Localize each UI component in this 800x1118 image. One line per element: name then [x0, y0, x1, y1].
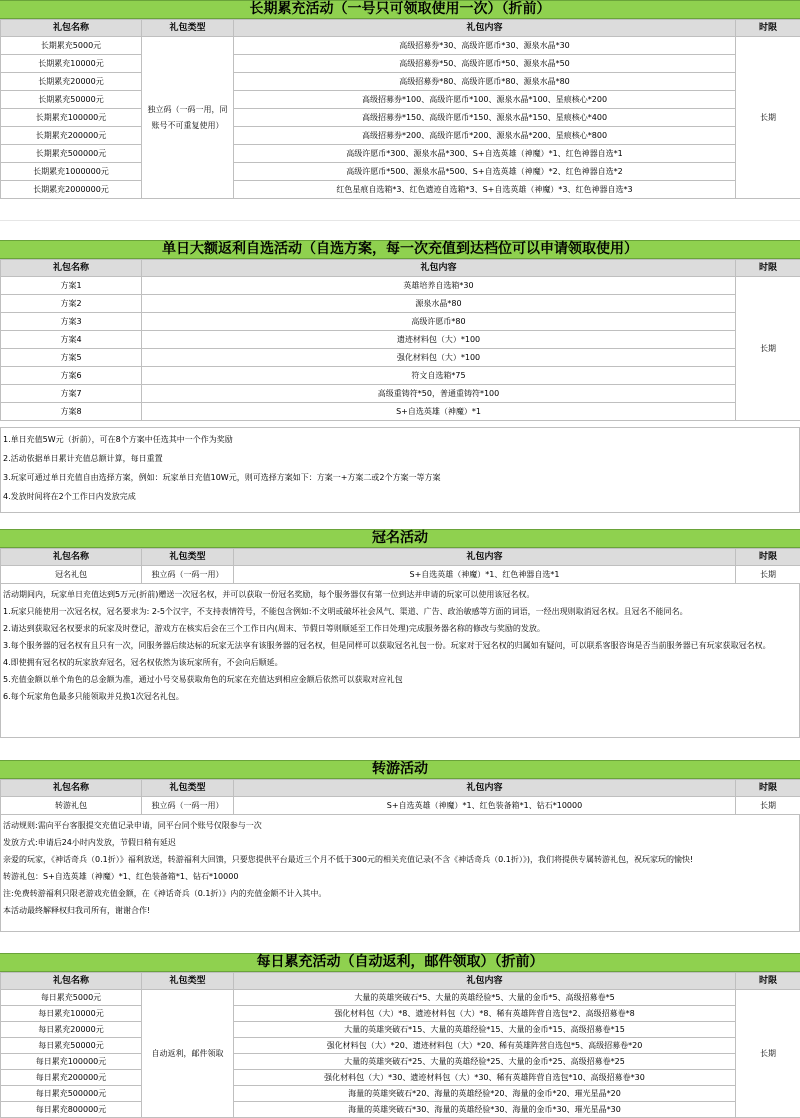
row-name: 每日累充100000元 [1, 1054, 142, 1070]
row-content: 高级许愿币*500、源泉水晶*500、S+自选英雄（神魔）*2、红色神器自选*2 [234, 163, 736, 181]
note-line: 3.玩家可通过单日充值自由选择方案，例如：玩家单日充值10W元，则可选择方案如下：方案一+方案二或2个方案一等方案 [3, 468, 797, 487]
row-type: 自动返利，邮件领取 [142, 990, 234, 1118]
col-header-content: 礼包内容 [142, 260, 736, 277]
row-name: 方案6 [1, 367, 142, 385]
table-row [1, 295, 800, 313]
table-row [1, 277, 800, 295]
col-header-content: 礼包内容 [234, 549, 736, 566]
row-content: 大量的英雄突破石*5、大量的英雄经验*5、大量的金币*5、高级招募卷*5 [234, 990, 736, 1006]
row-name: 冠名礼包 [1, 566, 142, 584]
row-content: 高级招募券*100、高级许愿币*100、源泉水晶*100、星痕核心*200 [234, 91, 736, 109]
table-row [1, 145, 800, 163]
row-content: 红色星痕自选箱*3、红色遗迹自选箱*3、S+自选英雄（神魔）*3、红色神器自选*3 [234, 181, 736, 199]
col-header-type: 礼包类型 [142, 549, 234, 566]
table-row [1, 1006, 800, 1022]
col-header-name: 礼包名称 [1, 973, 142, 990]
row-name: 转游礼包 [1, 797, 142, 815]
section-title-transfer: 转游活动 [0, 760, 800, 779]
row-content: 强化材料包（大）*20、遗迹材料包（大）*20、稀有英雄阵营自选包*5、高级招募卷*20 [234, 1038, 736, 1054]
row-content: 高级招募券*30、高级许愿币*30、源泉水晶*30 [234, 37, 736, 55]
col-header-limit: 时限 [736, 260, 800, 277]
row-name: 方案2 [1, 295, 142, 313]
row-content: 高级许愿币*300、源泉水晶*300、S+自选英雄（神魔）*1、红色神器自选*1 [234, 145, 736, 163]
section-title-long-term: 长期累充活动（一号只可领取使用一次）（折前） [0, 0, 800, 19]
row-name: 每日累充20000元 [1, 1022, 142, 1038]
note-line: 注:免费转游福利只限老游戏充值金额，在《神话奇兵（0.1折）》内的充值金额不计入其中。 [3, 885, 797, 902]
row-name: 方案5 [1, 349, 142, 367]
row-type: 独立码（一码一用） [142, 797, 234, 815]
note-line: 转游礼包：S+自选英雄（神魔）*1、红色装备箱*1、钻石*10000 [3, 868, 797, 885]
row-content: S+自选英雄（神魔）*1 [142, 403, 736, 421]
row-name: 方案8 [1, 403, 142, 421]
table-row [1, 566, 800, 584]
row-name: 每日累充10000元 [1, 1006, 142, 1022]
table-row [1, 367, 800, 385]
row-name: 长期累充10000元 [1, 55, 142, 73]
table-row [1, 349, 800, 367]
col-header-content: 礼包内容 [234, 973, 736, 990]
table-row [1, 109, 800, 127]
col-header-name: 礼包名称 [1, 780, 142, 797]
table-row [1, 990, 800, 1006]
row-content: 遗迹材料包（大）*100 [142, 331, 736, 349]
row-content: 高级许愿币*80 [142, 313, 736, 331]
section-title-daily-cumulative: 每日累充活动（自动返利，邮件领取）（折前） [0, 953, 800, 972]
row-content: 海量的英雄突破石*30、海量的英雄经验*30、海量的金币*30、璀光星晶*30 [234, 1102, 736, 1118]
col-header-type: 礼包类型 [142, 20, 234, 37]
row-content: 源泉水晶*80 [142, 295, 736, 313]
col-header-name: 礼包名称 [1, 20, 142, 37]
row-limit: 长期 [736, 566, 800, 584]
table-row [1, 163, 800, 181]
col-header-content: 礼包内容 [234, 20, 736, 37]
table-row [1, 127, 800, 145]
section-title-daily-rebate: 单日大额返利自选活动（自选方案，每一次充值到达档位可以申请领取使用） [0, 240, 800, 259]
col-header-type: 礼包类型 [142, 973, 234, 990]
col-header-limit: 时限 [736, 549, 800, 566]
row-content: 大量的英雄突破石*15、大量的英雄经验*15、大量的金币*15、高级招募卷*15 [234, 1022, 736, 1038]
row-name: 方案3 [1, 313, 142, 331]
col-header-name: 礼包名称 [1, 260, 142, 277]
row-name: 每日累充200000元 [1, 1070, 142, 1086]
row-name: 方案7 [1, 385, 142, 403]
row-type: 独立码（一码一用，同账号不可重复使用） [142, 37, 234, 199]
note-line: 2.请达到获取冠名权要求的玩家及时登记，游戏方在核实后会在三个工作日内(周末、节假日等则顺延至工作日处理)完成服务器名称的修改与奖励的发放。 [3, 620, 797, 637]
row-content: S+自选英雄（神魔）*1、红色装备箱*1、钻石*10000 [234, 797, 736, 815]
transfer-notes [0, 814, 800, 932]
row-content: 英雄培养自选箱*30 [142, 277, 736, 295]
row-content: 大量的英雄突破石*25、大量的英雄经验*25、大量的金币*25、高级招募卷*25 [234, 1054, 736, 1070]
row-name: 每日累充800000元 [1, 1102, 142, 1118]
row-limit: 长期 [736, 277, 800, 421]
row-name: 方案4 [1, 331, 142, 349]
table-row [1, 1070, 800, 1086]
row-name: 长期累充200000元 [1, 127, 142, 145]
note-line: 2.活动依据单日累计充值总额计算，每日重置 [3, 449, 797, 468]
note-line: 3.每个服务器的冠名权有且只有一次，同服务器后续达标的玩家无法享有该服务器的冠名权，但是同样可以获取冠名礼包一份。玩家对于冠名权的归属如有疑问，可以联系客服咨询是否当前服务器已有玩家获取冠名权。 [3, 637, 797, 654]
divider [0, 220, 800, 221]
row-name: 每日累充500000元 [1, 1086, 142, 1102]
col-header-limit: 时限 [736, 20, 800, 37]
row-name: 长期累充500000元 [1, 145, 142, 163]
row-limit: 长期 [736, 797, 800, 815]
note-line: 1.玩家只能使用一次冠名权，冠名要求为: 2-5个汉字，不支持表情符号，不能包含例如:不文明或破坏社会风气、渠道、广告、政治敏感等方面的词语，一经出现则取消冠名权。且冠名不能同名。 [3, 603, 797, 620]
table-row [1, 1054, 800, 1070]
note-line: 发放方式:申请后24小时内发放，节假日稍有延迟 [3, 834, 797, 851]
table-row [1, 313, 800, 331]
table-row [1, 1022, 800, 1038]
row-type: 独立码（一码一用） [142, 566, 234, 584]
row-name: 每日累充50000元 [1, 1038, 142, 1054]
table-row [1, 1038, 800, 1054]
row-content: 海量的英雄突破石*20、海量的英雄经验*20、海量的金币*20、璀光星晶*20 [234, 1086, 736, 1102]
note-line: 4.即使拥有冠名权的玩家放弃冠名，冠名权依然为该玩家所有，不会向后顺延。 [3, 654, 797, 671]
row-content: 强化材料包（大）*30、遗迹材料包（大）*30、稀有英雄阵营自选包*10、高级招募卷*30 [234, 1070, 736, 1086]
row-name: 长期累充5000元 [1, 37, 142, 55]
note-line: 本活动最终解释权归我司所有，谢谢合作! [3, 902, 797, 919]
row-name: 方案1 [1, 277, 142, 295]
note-line: 活动规则:需向平台客服提交充值记录申请，同平台同个账号仅限参与一次 [3, 817, 797, 834]
table-row [1, 385, 800, 403]
table-row [1, 1086, 800, 1102]
col-header-limit: 时限 [736, 780, 800, 797]
table-row [1, 797, 800, 815]
table-row [1, 1102, 800, 1118]
row-limit: 长期 [736, 990, 800, 1118]
note-line: 5.充值金额以单个角色的总金额为准，通过小号交易获取角色的玩家在充值达到相应金额后依然可以获取对应礼包 [3, 671, 797, 688]
row-content: 高级招募券*150、高级许愿币*150、源泉水晶*150、星痕核心*400 [234, 109, 736, 127]
row-name: 长期累充100000元 [1, 109, 142, 127]
row-content: 高级招募券*200、高级许愿币*200、源泉水晶*200、星痕核心*800 [234, 127, 736, 145]
row-content: 高级招募券*50、高级许愿币*50、源泉水晶*50 [234, 55, 736, 73]
row-content: 强化材料包（大）*100 [142, 349, 736, 367]
section-title-naming: 冠名活动 [0, 529, 800, 548]
row-content: 高级招募券*80、高级许愿币*80、源泉水晶*80 [234, 73, 736, 91]
transfer-table [0, 779, 800, 815]
col-header-type: 礼包类型 [142, 780, 234, 797]
row-content: 符文自选箱*75 [142, 367, 736, 385]
row-name: 长期累充50000元 [1, 91, 142, 109]
table-row [1, 37, 800, 55]
row-name: 长期累充2000000元 [1, 181, 142, 199]
row-name: 长期累充20000元 [1, 73, 142, 91]
long-term-table [0, 19, 800, 199]
note-line: 活动期间内，玩家单日充值达到5万元(折前)赠送一次冠名权，并可以获取一份冠名奖励，每个服务器仅有第一位到达并申请的玩家可以使用该冠名权。 [3, 586, 797, 603]
table-row [1, 91, 800, 109]
daily-rebate-table [0, 259, 800, 421]
table-row [1, 181, 800, 199]
table-row [1, 403, 800, 421]
table-row [1, 73, 800, 91]
naming-table [0, 548, 800, 584]
daily-cumulative-table [0, 972, 800, 1118]
table-row [1, 331, 800, 349]
note-line: 6.每个玩家角色最多只能领取并兑换1次冠名礼包。 [3, 688, 797, 705]
row-content: S+自选英雄（神魔）*1、红色神器自选*1 [234, 566, 736, 584]
naming-notes [0, 583, 800, 738]
row-name: 每日累充5000元 [1, 990, 142, 1006]
col-header-limit: 时限 [736, 973, 800, 990]
note-line: 4.发放时间将在2个工作日内发放完成 [3, 487, 797, 506]
row-limit: 长期 [736, 37, 800, 199]
table-row [1, 55, 800, 73]
row-name: 长期累充1000000元 [1, 163, 142, 181]
row-content: 强化材料包（大）*8、遗迹材料包（大）*8、稀有英雄阵营自选包*2、高级招募卷*8 [234, 1006, 736, 1022]
note-line: 亲爱的玩家，《神话奇兵（0.1折）》福利放送，转游福利大回馈，只要您提供平台最近三个月不低于300元的相关充值记录(不含《神话奇兵（0.1折）》)，我们将提供专属转游礼包，祝玩家玩的愉快! [3, 851, 797, 868]
daily-rebate-notes [0, 427, 800, 513]
col-header-content: 礼包内容 [234, 780, 736, 797]
row-content: 高级重铸符*50，普通重铸符*100 [142, 385, 736, 403]
col-header-name: 礼包名称 [1, 549, 142, 566]
note-line: 1.单日充值5W元（折前），可在8个方案中任选其中一个作为奖励 [3, 430, 797, 449]
